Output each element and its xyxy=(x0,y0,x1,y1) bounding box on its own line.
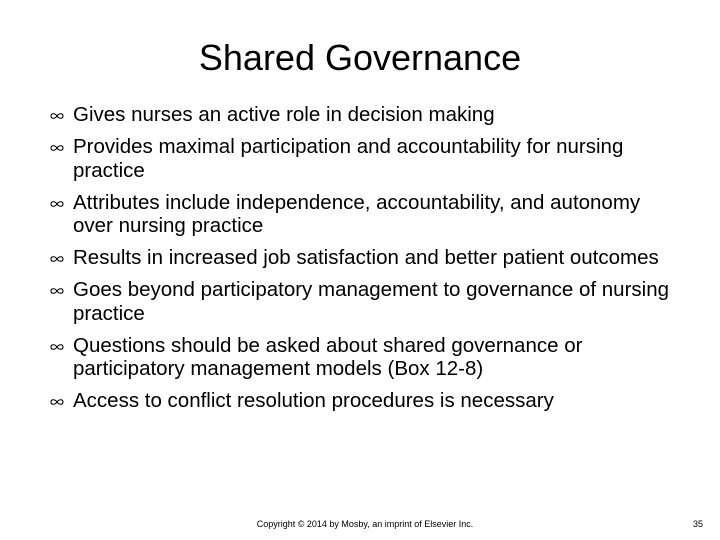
bullet-text: Gives nurses an active role in decision making xyxy=(73,103,495,126)
bullet-text: Attributes include independence, accountability, and autonomy over nursing practice xyxy=(73,190,641,237)
bullet-item xyxy=(50,246,670,270)
page-number: 35 xyxy=(692,519,703,529)
infinity-icon xyxy=(50,398,64,406)
infinity-icon xyxy=(50,343,64,351)
bullet-text: Questions should be asked about shared governance or participatory management models (Box 12-8) xyxy=(73,333,583,380)
bullet-item xyxy=(50,135,670,182)
bullet-text: Goes beyond participatory management to governance of nursing practice xyxy=(73,278,670,325)
slide-title: Shared Governance xyxy=(198,37,522,78)
bullet-text: Access to conflict resolution procedures is necessary xyxy=(73,389,554,412)
infinity-icon xyxy=(50,287,64,295)
bullet-text: Provides maximal participation and accountability for nursing practice xyxy=(73,135,624,182)
footer-copyright: Copyright © 2014 by Mosby, an imprint of Elsevier Inc. xyxy=(256,519,474,529)
bullet-item xyxy=(50,389,670,413)
bullet-text: Results in increased job satisfaction and better patient outcomes xyxy=(73,246,659,269)
infinity-icon xyxy=(50,144,64,152)
bullet-item xyxy=(50,278,670,325)
bullet-list xyxy=(50,103,670,421)
bullet-item xyxy=(50,103,670,127)
infinity-icon xyxy=(50,255,64,263)
bullet-item xyxy=(50,334,670,381)
infinity-icon xyxy=(50,112,64,120)
infinity-icon xyxy=(50,200,64,208)
bullet-item xyxy=(50,191,670,238)
